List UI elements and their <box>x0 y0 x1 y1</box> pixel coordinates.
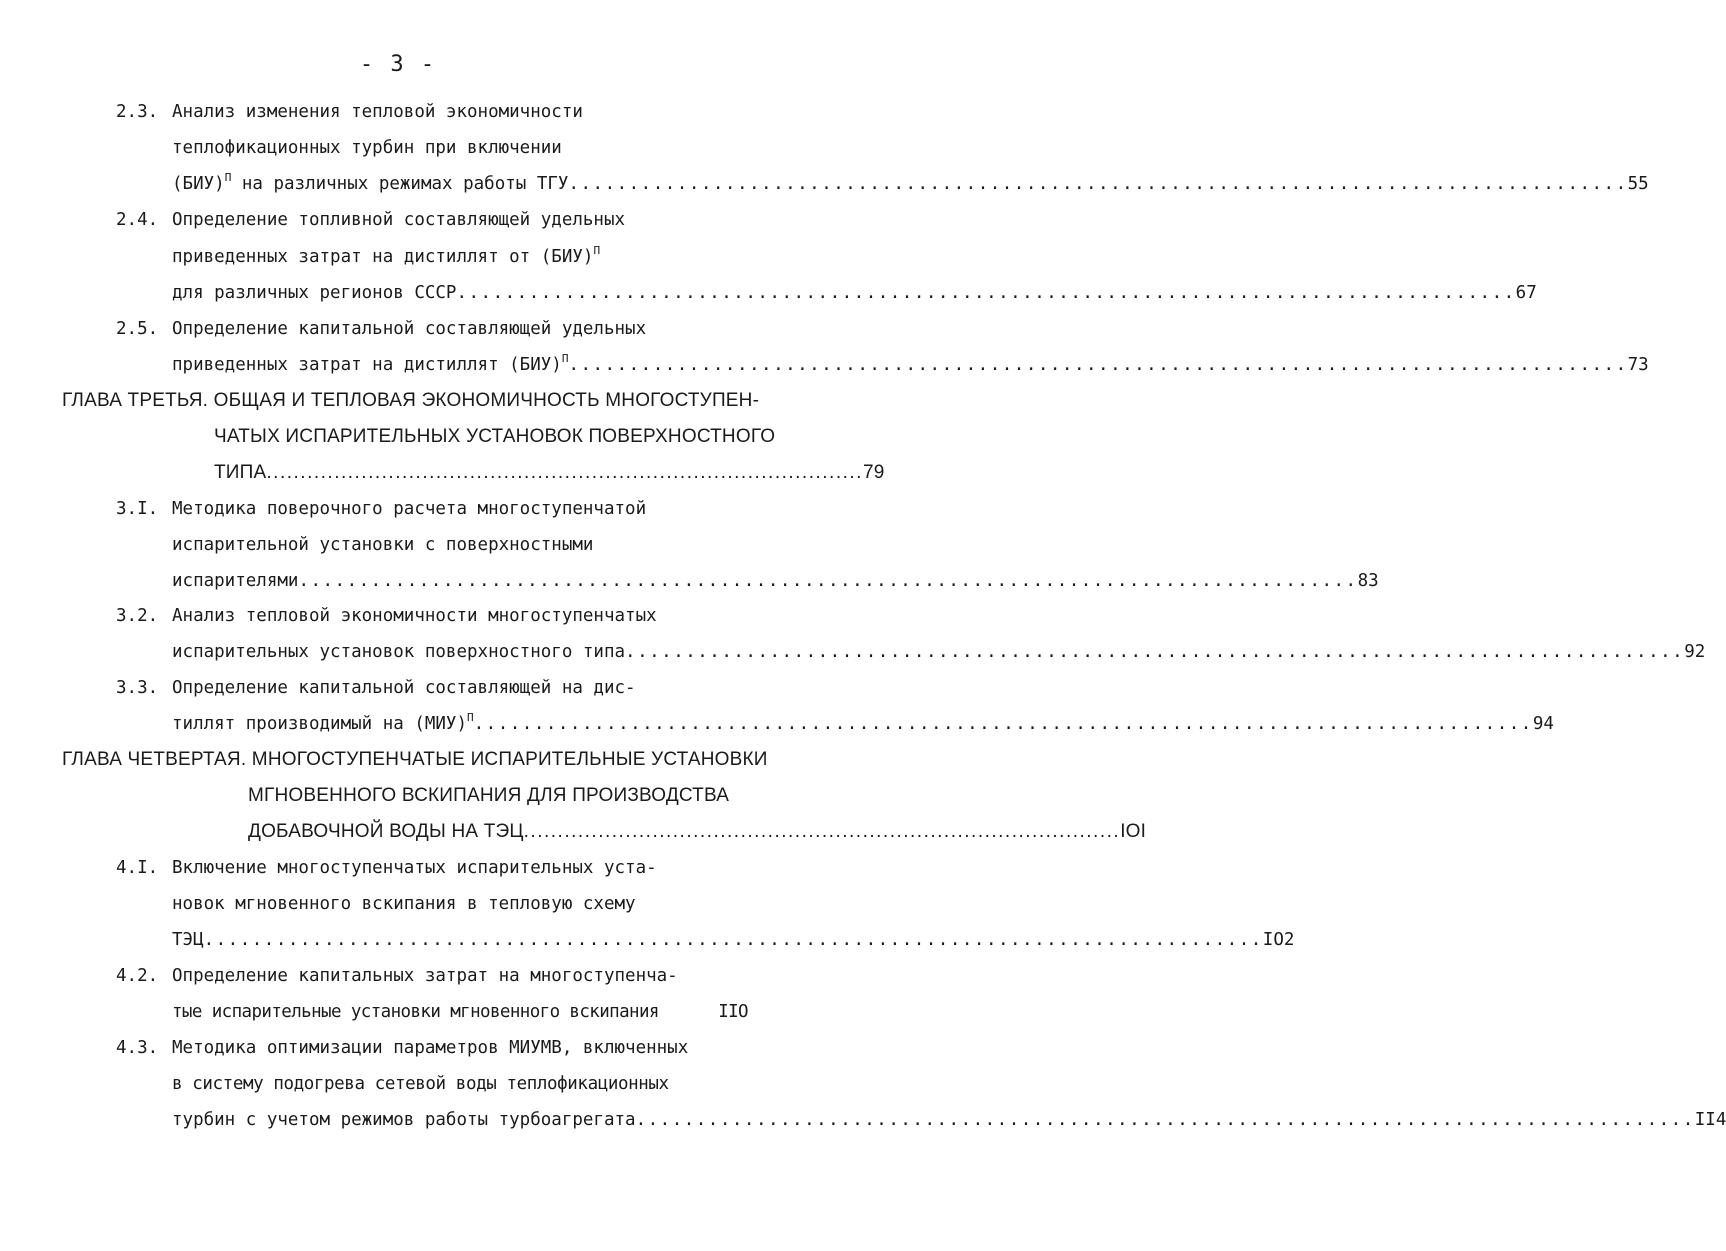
entry-4-2-line-1: Определение капитальных затрат на многоступенча- <box>172 966 678 986</box>
entry-3-2-number: 3.2. <box>116 606 159 626</box>
entry-4-3-line-3: турбин с учетом режимов работы турбоагрегата ........................................................................................ II4 <box>172 1106 748 1134</box>
entry-2-4-line-3: для различных регионов СССР ........................................................................................ 67 <box>172 279 738 307</box>
entry-4-1-number: 4.I. <box>116 858 159 878</box>
entry-3-2-page: 92 <box>1684 642 1706 662</box>
entry-4-2-page: IIO <box>718 1002 748 1022</box>
entry-4-2-line-2: тые испарительные установки мгновенного вскипания IIO <box>172 998 748 1026</box>
entry-4-3-line-1: Методика оптимизации параметров МИУМВ, включенных <box>172 1038 689 1058</box>
entry-2-5-line-2: приведенных затрат на дистиллят (БИУ)$^П$ ........................................................................................ 73 <box>172 351 738 379</box>
entry-3-1-line-1: Методика поверочного расчета многоступенчатой <box>172 499 647 519</box>
entry-2-4-page: 67 <box>1515 283 1537 303</box>
entry-2-3-line-1: Анализ изменения тепловой экономичности <box>172 102 583 122</box>
dot-leader: ........................................................................................ <box>266 462 863 483</box>
entry-4-2-number: 4.2. <box>116 966 159 986</box>
entry-2-3-line-2: теплофикационных турбин при включении <box>172 138 562 158</box>
dot-leader: ........................................................................................ <box>523 821 1121 842</box>
entry-2-4-line-2: приведенных затрат на дистиллят от (БИУ)$^П$ <box>172 244 601 267</box>
dot-leader: ........................................................................................ <box>625 642 1685 662</box>
chapter-3-page: 79 <box>862 462 885 483</box>
entry-3-3-line-2: тиллят производимый на (МИУ)$^П$ ........................................................................................ 94 <box>172 710 748 738</box>
entry-4-1-line-1: Включение многоступенчатых испарительных уста- <box>172 858 657 878</box>
dot-leader: ........................................................................................ <box>473 714 1533 734</box>
dot-leader: ........................................................................................ <box>568 355 1628 375</box>
entry-4-3-line-2: в систему подогрева сетевой воды теплофикационных <box>172 1074 669 1094</box>
entry-3-3-line-1: Определение капитальной составляющей на дис- <box>172 678 636 698</box>
chapter-4-title-line-2: МГНОВЕННОГО ВСКИПАНИЯ ДЛЯ ПРОИЗВОДСТВА <box>248 785 730 806</box>
entry-4-1-line-3: ТЭЦ ........................................................................................ IO2 <box>172 926 748 954</box>
entry-2-4-line-1: Определение топливной составляющей удельных <box>172 210 626 230</box>
entry-2-3-number: 2.3. <box>116 102 159 122</box>
entry-2-3-page: 55 <box>1627 174 1649 194</box>
entry-3-1-line-3: испарителями ........................................................................................ 83 <box>172 567 738 595</box>
entry-2-5-line-1: Определение капитальной составляющей удельных <box>172 319 647 339</box>
chapter-3-title-line-1: ГЛАВА ТРЕТЬЯ. ОБЩАЯ И ТЕПЛОВАЯ ЭКОНОМИЧНОСТЬ МНОГОСТУПЕН- <box>62 390 760 411</box>
entry-3-3-page: 94 <box>1532 714 1554 734</box>
dot-leader: ........................................................................................ <box>635 1110 1695 1130</box>
page-number: - 3 - <box>359 52 437 77</box>
entry-2-5-number: 2.5. <box>116 319 159 339</box>
chapter-3-title-line-3: ТИПА ........................................................................................ 79 <box>214 459 738 487</box>
entry-3-3-number: 3.3. <box>116 678 159 698</box>
entry-3-1-number: 3.I. <box>116 499 159 519</box>
entry-4-3-page: II4 <box>1694 1110 1726 1130</box>
entry-3-2-line-2: испарительных установок поверхностного типа ........................................................................................ 92 <box>172 638 738 666</box>
chapter-3-title-line-2: ЧАТЫХ ИСПАРИТЕЛЬНЫХ УСТАНОВОК ПОВЕРХНОСТНОГО <box>214 426 776 447</box>
dot-leader: ........................................................................................ <box>298 571 1358 591</box>
chapter-4-page: IOI <box>1120 821 1147 842</box>
entry-2-5-page: 73 <box>1627 355 1649 375</box>
entry-4-1-page: IO2 <box>1262 930 1295 950</box>
entry-3-1-page: 83 <box>1357 571 1379 591</box>
entry-2-3-line-3: (БИУ)$^П$ на различных режимах работы ТГУ ........................................................................................ 55 <box>172 170 738 198</box>
chapter-4-title-line-1: ГЛАВА ЧЕТВЕРТАЯ. МНОГОСТУПЕНЧАТЫЕ ИСПАРИТЕЛЬНЫЕ УСТАНОВКИ <box>62 749 768 770</box>
dot-leader: ........................................................................................ <box>203 930 1263 950</box>
dot-leader: ........................................................................................ <box>568 174 1628 194</box>
chapter-4-title-line-3: ДОБАВОЧНОЙ ВОДЫ НА ТЭЦ ........................................................................................ IOI <box>248 818 748 846</box>
entry-3-2-line-1: Анализ тепловой экономичности многоступенчатых <box>172 606 657 626</box>
entry-4-1-line-2: новок мгновенного вскипания в тепловую схему <box>172 894 636 914</box>
entry-4-3-number: 4.3. <box>116 1038 159 1058</box>
dot-leader: ........................................................................................ <box>456 283 1516 303</box>
entry-2-4-number: 2.4. <box>116 210 159 230</box>
entry-3-1-line-2: испарительной установки с поверхностными <box>172 535 594 555</box>
dot-leader <box>659 998 718 1026</box>
